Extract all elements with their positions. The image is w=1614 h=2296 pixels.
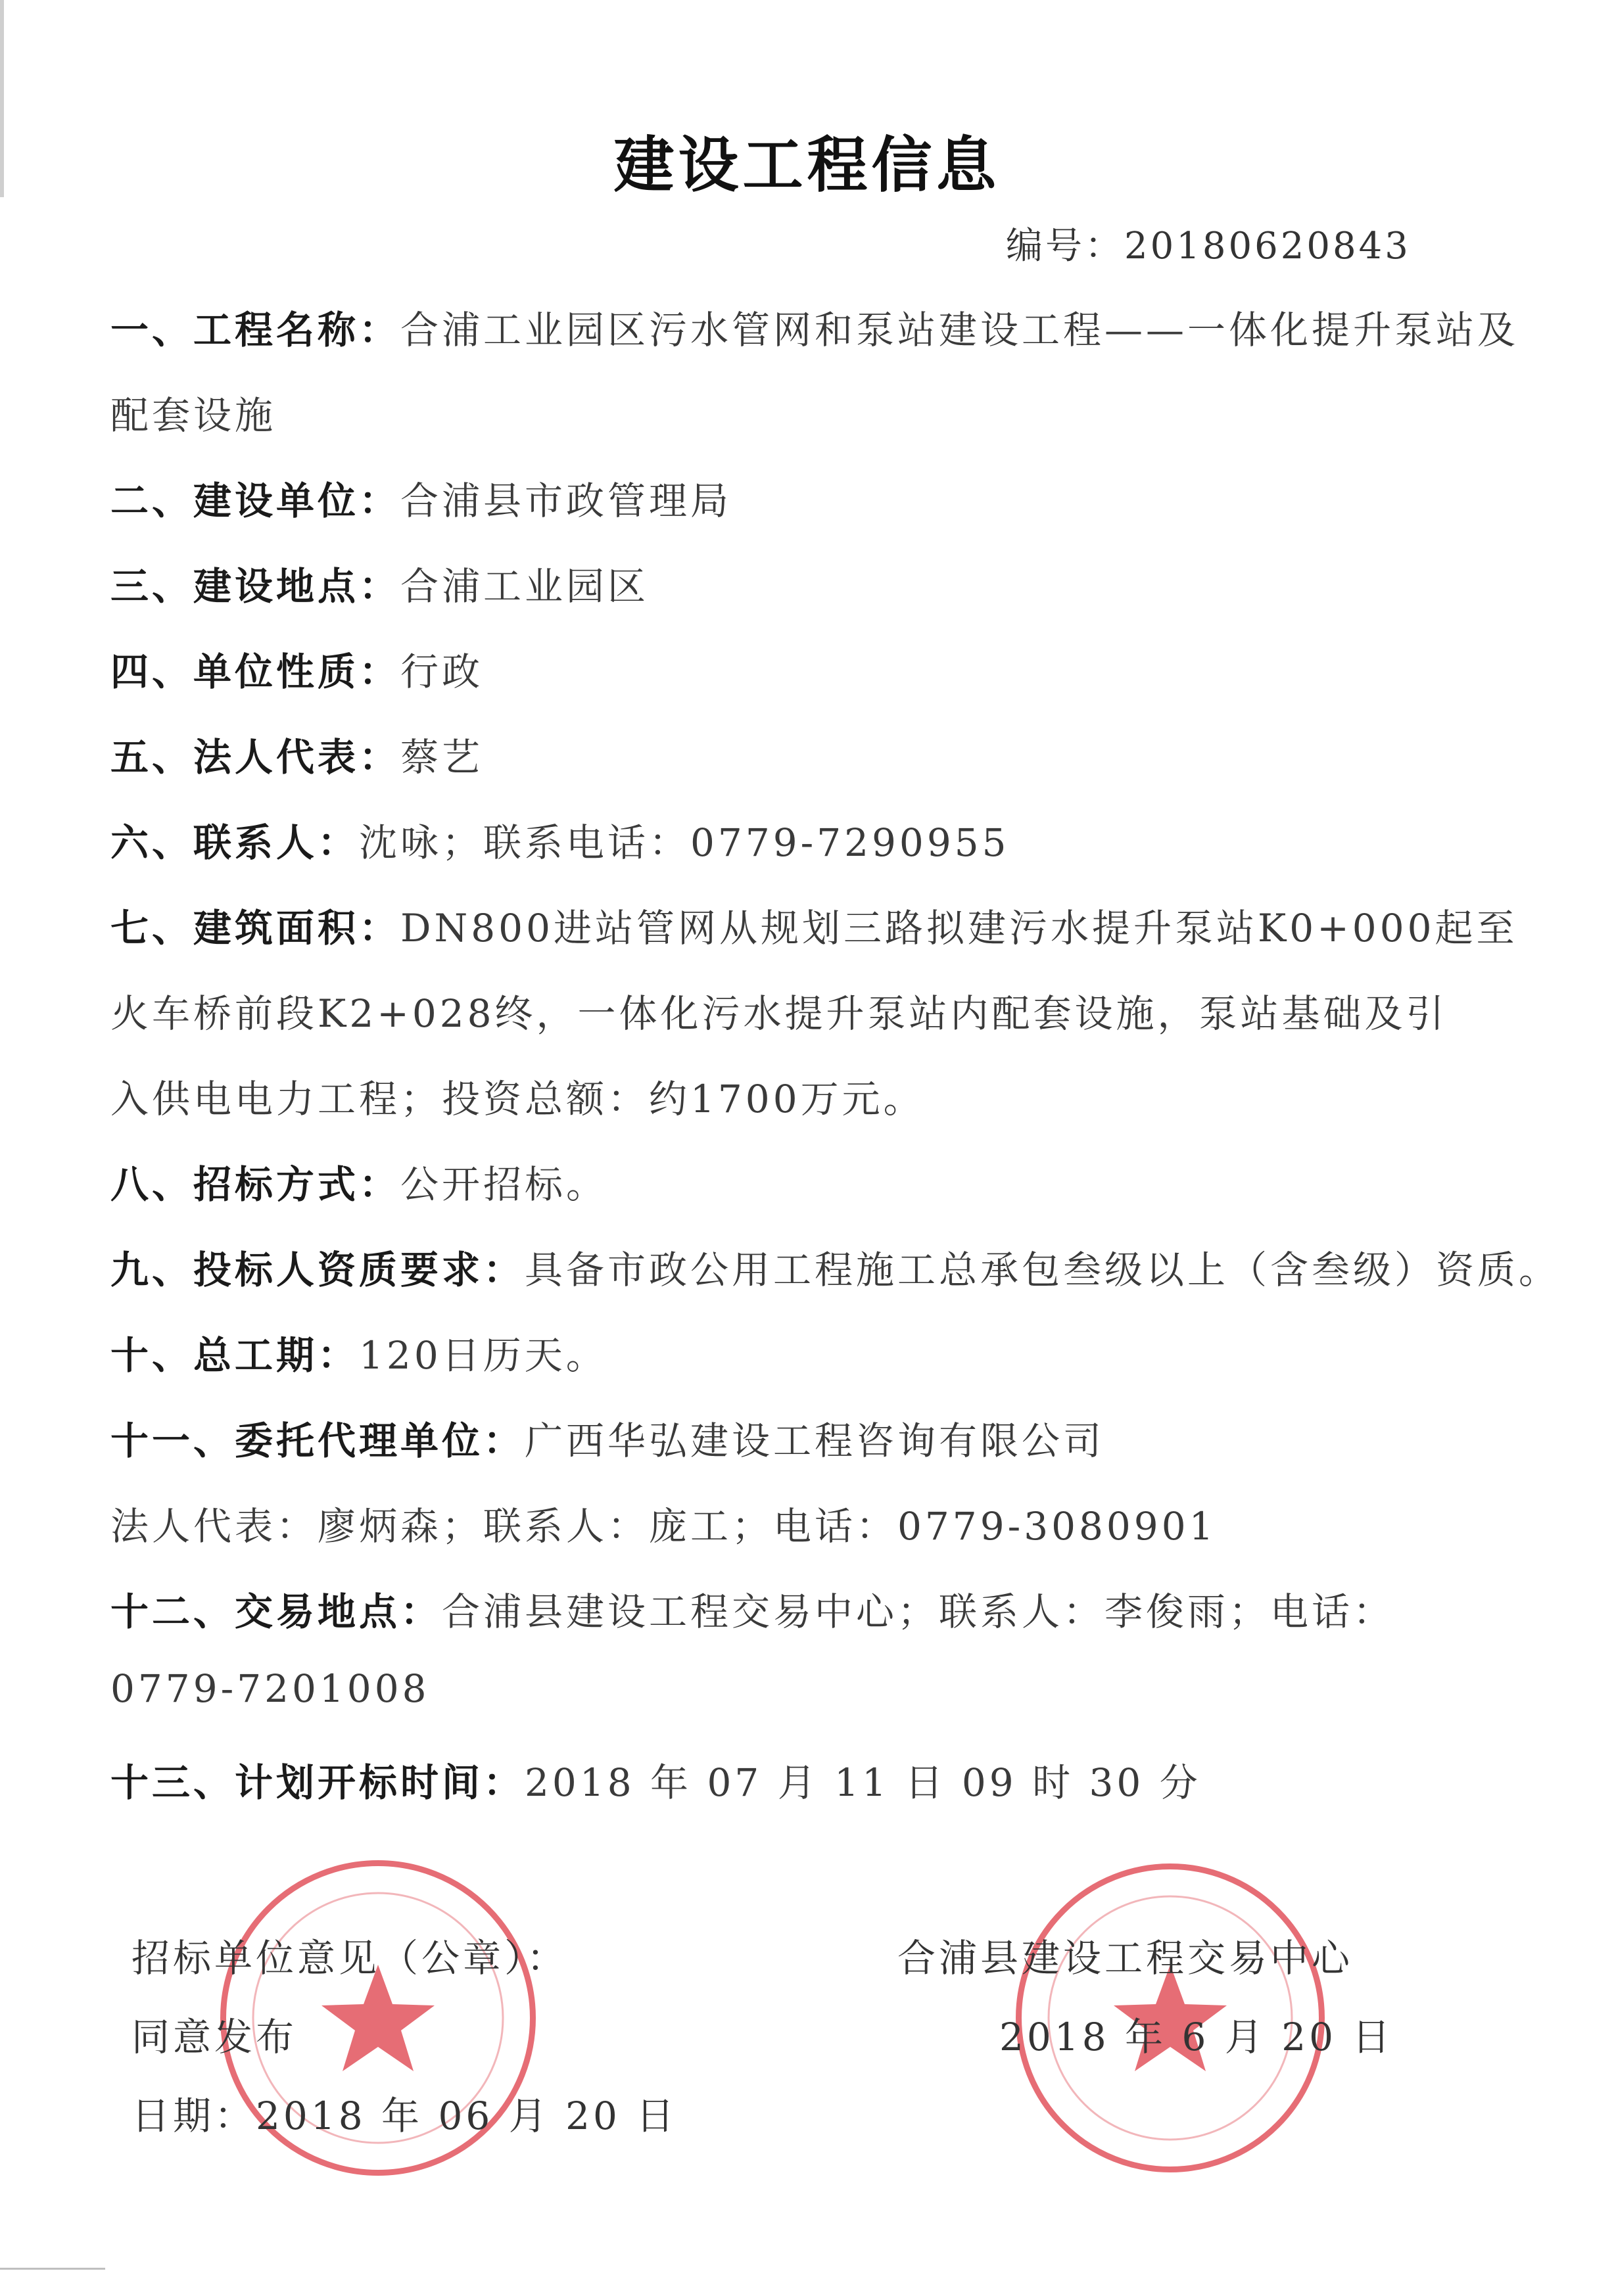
scan-edge-line	[0, 2268, 105, 2270]
item-value: 2018 年 07 月 11 日 09 时 30 分	[525, 1760, 1201, 1805]
item-line	[110, 641, 483, 696]
item-key: 一、工程名称：	[110, 308, 401, 352]
item-line	[110, 1666, 430, 1711]
item-line	[110, 385, 276, 440]
item-key: 三、建设地点：	[110, 564, 401, 609]
item-line	[110, 1581, 1394, 1636]
item-value: 配套设施	[110, 393, 277, 438]
item-key: 十二、交易地点：	[110, 1589, 442, 1634]
trade-center-name: 合浦县建设工程交易中心	[897, 1936, 1354, 1980]
item-line	[110, 555, 649, 611]
item-value: 合浦工业园区污水管网和泵站建设工程——一体化提升泵站及	[400, 308, 1519, 352]
item-line	[110, 726, 483, 782]
trade-center-date: 2018 年 6 月 20 日	[999, 2015, 1394, 2059]
item-value: 具备市政公用工程施工总承包叁级以上（含叁级）资质。	[525, 1248, 1561, 1292]
item-line	[110, 1752, 1201, 1807]
document-number: 编号：20180620843	[1006, 225, 1411, 268]
item-line	[110, 1324, 607, 1380]
item-value: 入供电电力工程；投资总额：约1700万元。	[110, 1077, 925, 1121]
page-title: 建设工程信息	[613, 130, 1001, 200]
item-value: 0779-7201008	[110, 1666, 430, 1711]
item-line	[110, 897, 1518, 952]
item-key: 九、投标人资质要求：	[110, 1248, 525, 1292]
item-line	[110, 1154, 607, 1209]
item-key: 十三、计划开标时间：	[110, 1760, 525, 1805]
item-key: 五、法人代表：	[110, 735, 401, 780]
item-line	[110, 299, 1519, 354]
item-key: 六、联系人：	[110, 820, 360, 865]
item-value: 法人代表：廖炳森；联系人：庞工；电话：0779-3080901	[110, 1504, 1217, 1549]
item-value: 合浦县建设工程交易中心；联系人：李俊雨；电话：	[442, 1589, 1395, 1634]
item-line	[110, 470, 732, 525]
item-value: 公开招标。	[400, 1162, 608, 1207]
item-line	[110, 1495, 1217, 1551]
item-key: 四、单位性质：	[110, 649, 401, 694]
item-line	[110, 983, 1448, 1038]
item-line	[110, 1410, 1104, 1465]
item-value: 行政	[400, 649, 484, 694]
item-key: 七、建筑面积：	[110, 906, 401, 950]
item-value: 合浦县市政管理局	[400, 479, 732, 523]
item-key: 十、总工期：	[110, 1333, 360, 1378]
item-value: 沈咏；联系电话：0779-7290955	[359, 820, 1010, 865]
item-value: DN800进站管网从规划三路拟建污水提升泵站K0+000起至	[400, 906, 1518, 950]
item-line	[110, 1068, 925, 1123]
item-value: 火车桥前段K2+028终，一体化污水提升泵站内配套设施，泵站基础及引	[110, 991, 1448, 1036]
bidder-opinion-text: 同意发布	[131, 2015, 298, 2059]
item-value: 广西华弘建设工程咨询有限公司	[525, 1418, 1105, 1463]
item-line	[110, 812, 1010, 867]
item-key: 二、建设单位：	[110, 479, 401, 523]
item-value: 蔡艺	[400, 735, 484, 780]
item-key: 十一、委托代理单位：	[110, 1418, 525, 1463]
item-line	[110, 1239, 1560, 1294]
bidder-opinion-label: 招标单位意见（公章）：	[131, 1936, 569, 1980]
bidder-opinion-date: 日期：2018 年 06 月 20 日	[131, 2094, 678, 2138]
item-key: 八、招标方式：	[110, 1162, 401, 1207]
item-value: 120日历天。	[359, 1333, 607, 1378]
item-value: 合浦工业园区	[400, 564, 650, 609]
